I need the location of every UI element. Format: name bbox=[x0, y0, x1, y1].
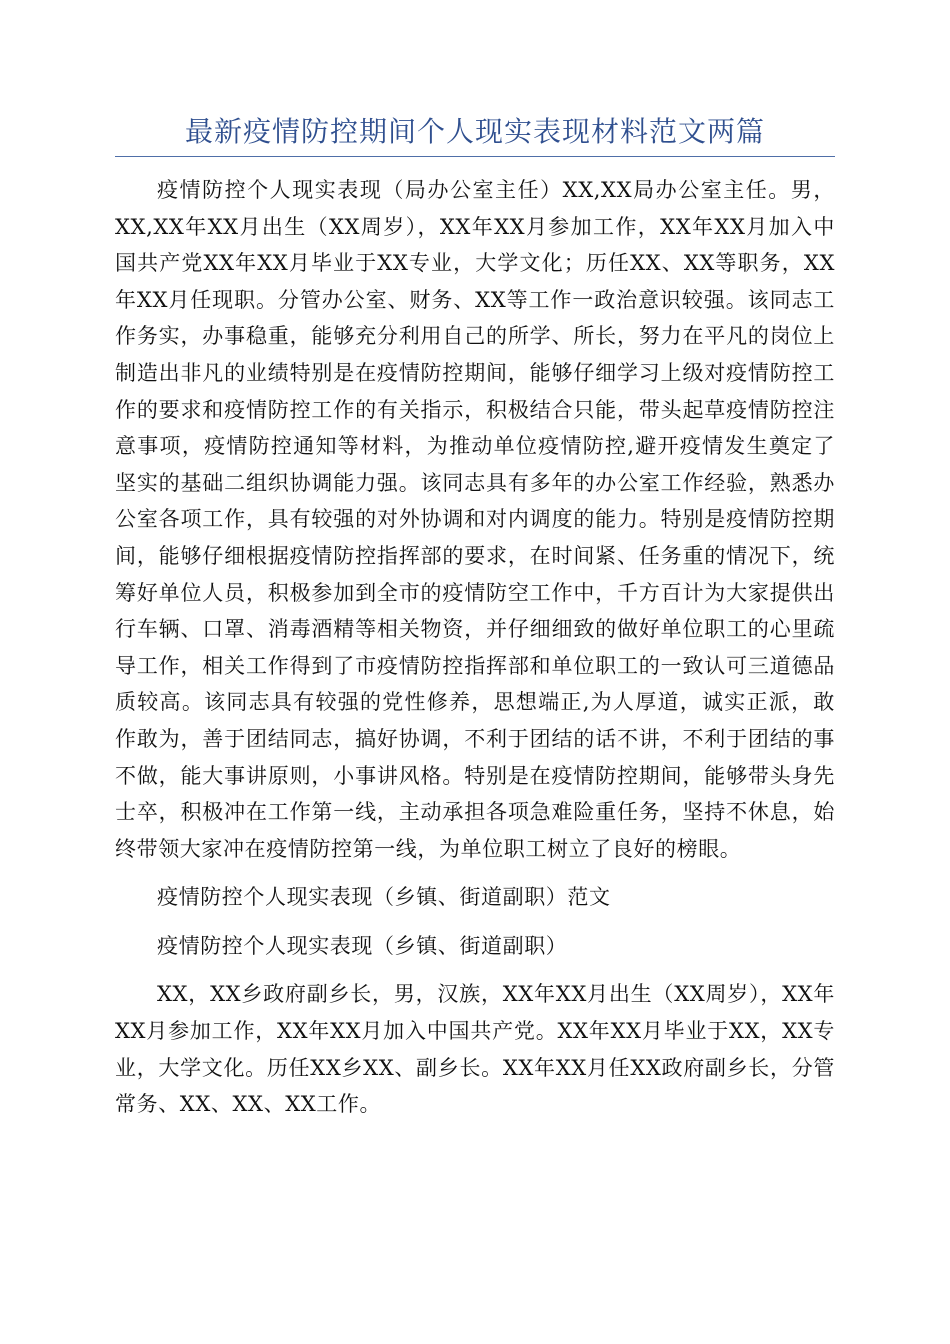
document-title: 最新疫情防控期间个人现实表现材料范文两篇 bbox=[184, 115, 765, 148]
title-block bbox=[115, 112, 835, 157]
paragraph-4: XX，XX乡政府副乡长，男，汉族，XX年XX月出生（XX周岁），XX年XX月参加工作，XX年XX月加入中国共产党。XX年XX月毕业于XX，XX专业，大学文化。历任XX乡XX、副乡长。XX年XX月任XX政府副乡长，分管常务、XX、XX、XX工作。 bbox=[115, 982, 835, 1117]
paragraph-1: 疫情防控个人现实表现（局办公室主任）XX,XX局办公室主任。男，XX,XX年XX月出生（XX周岁），XX年XX月参加工作，XX年XX月加入中国共产党XX年XX月毕业于XX专业，大学文化；历任XX、XX等职务，XX年XX月任现职。分管办公室、财务、XX等工作一政治意识较强。该同志工作务实，办事稳重，能够充分利用自己的所学、所长，努力在平凡的岗位上制造出非凡的业绩特别是在疫情防控期间，能够仔细学习上级对疫情防控工作的要求和疫情防控工作的有关指示，积极结合只能，带头起草疫情防控注意事项，疫情防控通知等材料，为推动单位疫情防控,避开疫情发生奠定了坚实的基础二组织协调能力强。该同志具有多年的办公室工作经验，熟悉办公室各项工作，具有较强的对外协调和对内调度的能力。特别是疫情防控期间，能够仔细根据疫情防控指挥部的要求，在时间紧、任务重的情况下，统筹好单位人员，积极参加到全市的疫情防空工作中，千方百计为大家提供出行车辆、口罩、消毒酒精等相关物资，并仔细细致的做好单位职工的心里疏导工作，相关工作得到了市疫情防控指挥部和单位职工的一致认可三道德品质较高。该同志具有较强的党性修养，思想端正,为人厚道，诚实正派，敢作敢为，善于团结同志，搞好协调，不利于团结的话不讲，不利于团结的事不做，能大事讲原则，小事讲风格。特别是在疫情防控期间，能够带头身先士卒，积极冲在工作第一线，主动承担各项急难险重任务，坚持不休息，始终带领大家冲在疫情防控第一线，为单位职工树立了良好的榜眼。 bbox=[115, 178, 835, 861]
paragraph-2: 疫情防控个人现实表现（乡镇、街道副职）范文 bbox=[157, 885, 611, 910]
paragraph-3: 疫情防控个人现实表现（乡镇、街道副职） bbox=[157, 933, 568, 958]
document-body bbox=[115, 172, 835, 1123]
